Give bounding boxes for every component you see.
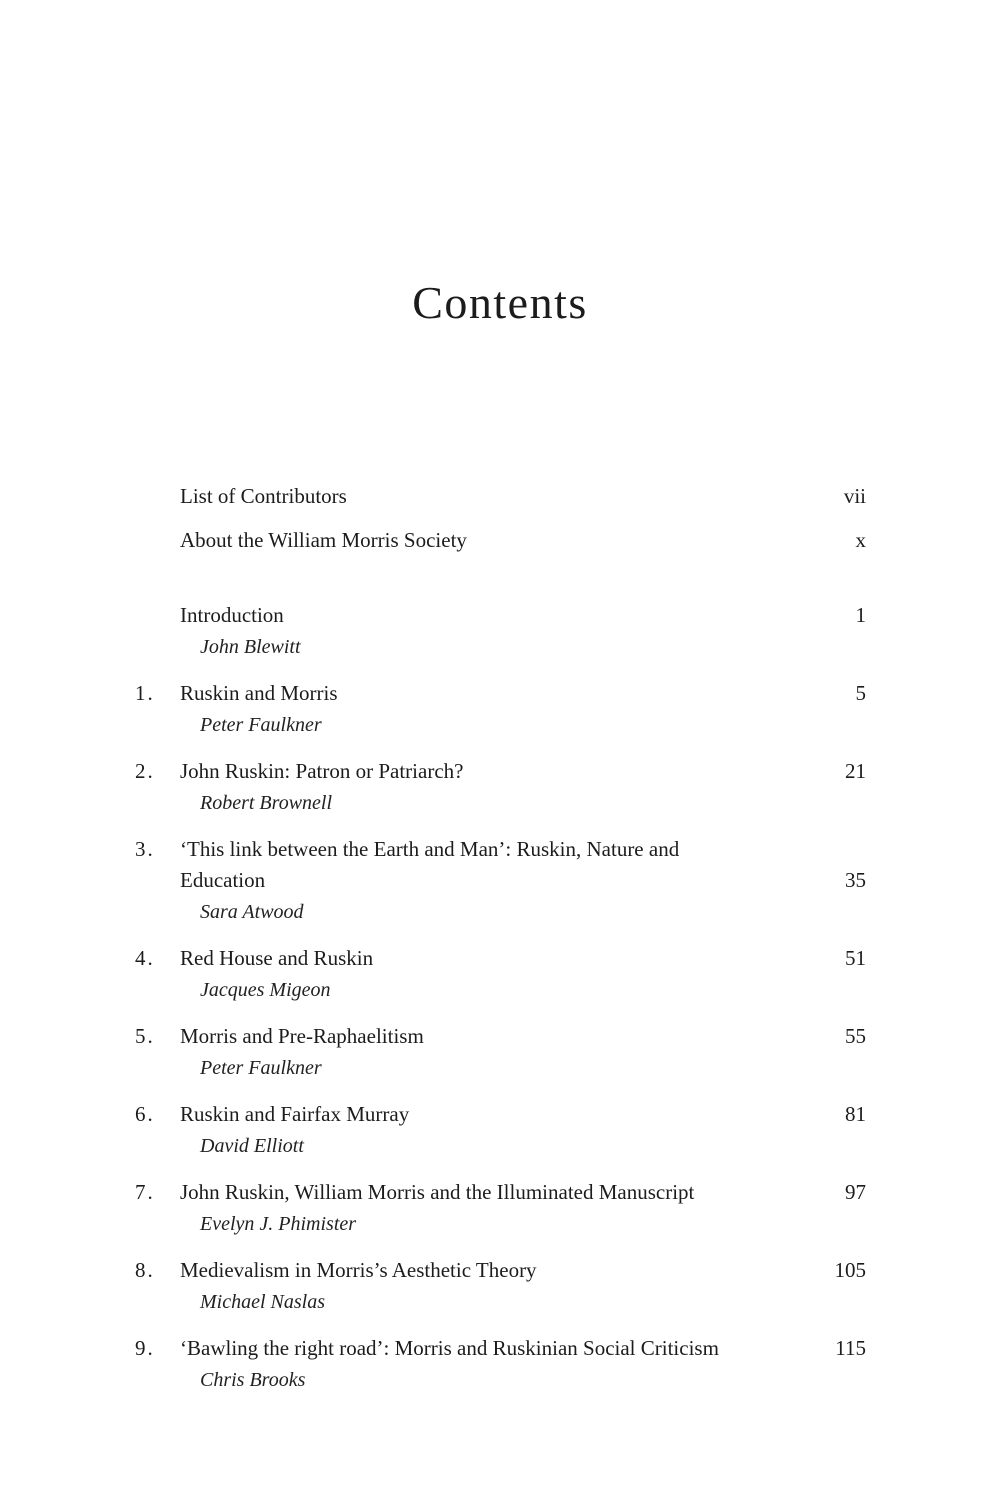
toc-entry — [135, 756, 866, 819]
entry-title-line: ‘This link between the Earth and Man’: Ruskin, Nature and — [180, 836, 680, 861]
toc-entry — [135, 1255, 866, 1318]
entry-title — [180, 600, 802, 631]
entry-title-line: John Ruskin: Patron or Patriarch? — [180, 758, 464, 783]
entry-title — [180, 481, 802, 512]
entry-author: John Blewitt — [200, 635, 301, 658]
entry-title-line: Morris and Pre-Raphaelitism — [180, 1023, 424, 1048]
entry-author: Michael Naslas — [200, 1290, 325, 1313]
entry-author: Peter Faulkner — [200, 713, 322, 736]
entry-page-number: 51 — [845, 945, 866, 970]
entry-number: 5. — [135, 1023, 155, 1048]
entry-number: 4. — [135, 945, 155, 970]
entry-author: Jacques Migeon — [200, 978, 331, 1001]
entry-page-number: 21 — [845, 758, 866, 783]
entry-title-line: Ruskin and Morris — [180, 680, 338, 705]
entry-title-line: Education — [180, 867, 266, 892]
entry-number: 1. — [135, 680, 155, 705]
toc-entry — [135, 678, 866, 741]
entry-title — [180, 943, 802, 974]
toc-entry — [135, 1333, 866, 1396]
entry-number: 6. — [135, 1101, 155, 1126]
entry-number — [135, 481, 180, 512]
entry-title — [180, 1099, 802, 1130]
entry-title — [180, 1177, 802, 1208]
entry-title — [180, 756, 802, 787]
entry-number: 7. — [135, 1179, 155, 1204]
toc-entry — [135, 525, 866, 556]
entry-author: Sara Atwood — [200, 900, 304, 923]
entry-page-number: vii — [843, 483, 866, 508]
entry-page-number: 5 — [855, 680, 866, 705]
entry-page-number: x — [855, 527, 866, 552]
entry-author: David Elliott — [200, 1134, 304, 1157]
entry-number: 2. — [135, 758, 155, 783]
entry-title — [180, 1255, 802, 1286]
toc-entry — [135, 943, 866, 1006]
entry-page-number: 35 — [845, 867, 866, 892]
entry-title-line: Ruskin and Fairfax Murray — [180, 1101, 410, 1126]
entry-title-line: ‘Bawling the right road’: Morris and Ruskinian Social Criticism — [180, 1335, 719, 1360]
entry-title — [180, 1021, 802, 1052]
section-gap — [135, 569, 866, 600]
entry-title-line: About the William Morris Society — [180, 527, 467, 552]
entry-title — [180, 525, 802, 556]
entry-title-line: Red House and Ruskin — [180, 945, 374, 970]
entry-author: Peter Faulkner — [200, 1056, 322, 1079]
entry-title-line: John Ruskin, William Morris and the Illuminated Manuscript — [180, 1179, 695, 1204]
entry-title-line: List of Contributors — [180, 483, 347, 508]
entry-page-number: 55 — [845, 1023, 866, 1048]
toc-entry — [135, 1099, 866, 1162]
entry-number: 8. — [135, 1257, 155, 1282]
entry-number — [135, 525, 180, 556]
entry-page-number: 81 — [845, 1101, 866, 1126]
entry-author: Evelyn J. Phimister — [200, 1212, 357, 1235]
toc-entry — [135, 1177, 866, 1240]
entry-page-number: 1 — [855, 602, 866, 627]
entry-title-line: Introduction — [180, 602, 284, 627]
entry-title — [180, 678, 802, 709]
toc-entry — [135, 834, 866, 928]
entry-author: Chris Brooks — [200, 1368, 306, 1391]
entry-page-number: 97 — [845, 1179, 866, 1204]
toc-entry — [135, 600, 866, 663]
page-title: Contents — [412, 277, 588, 328]
entry-number — [135, 600, 180, 631]
entry-number: 9. — [135, 1335, 155, 1360]
entry-title — [180, 1333, 802, 1364]
entry-page-number: 105 — [834, 1257, 866, 1282]
toc-list — [135, 481, 866, 1396]
toc-entry — [135, 481, 866, 512]
entry-title-line: Medievalism in Morris’s Aesthetic Theory — [180, 1257, 537, 1282]
toc-entry — [135, 1021, 866, 1084]
entry-author: Robert Brownell — [200, 791, 333, 814]
entry-page-number: 115 — [835, 1335, 866, 1360]
entry-title — [180, 834, 802, 896]
entry-number: 3. — [135, 836, 155, 861]
